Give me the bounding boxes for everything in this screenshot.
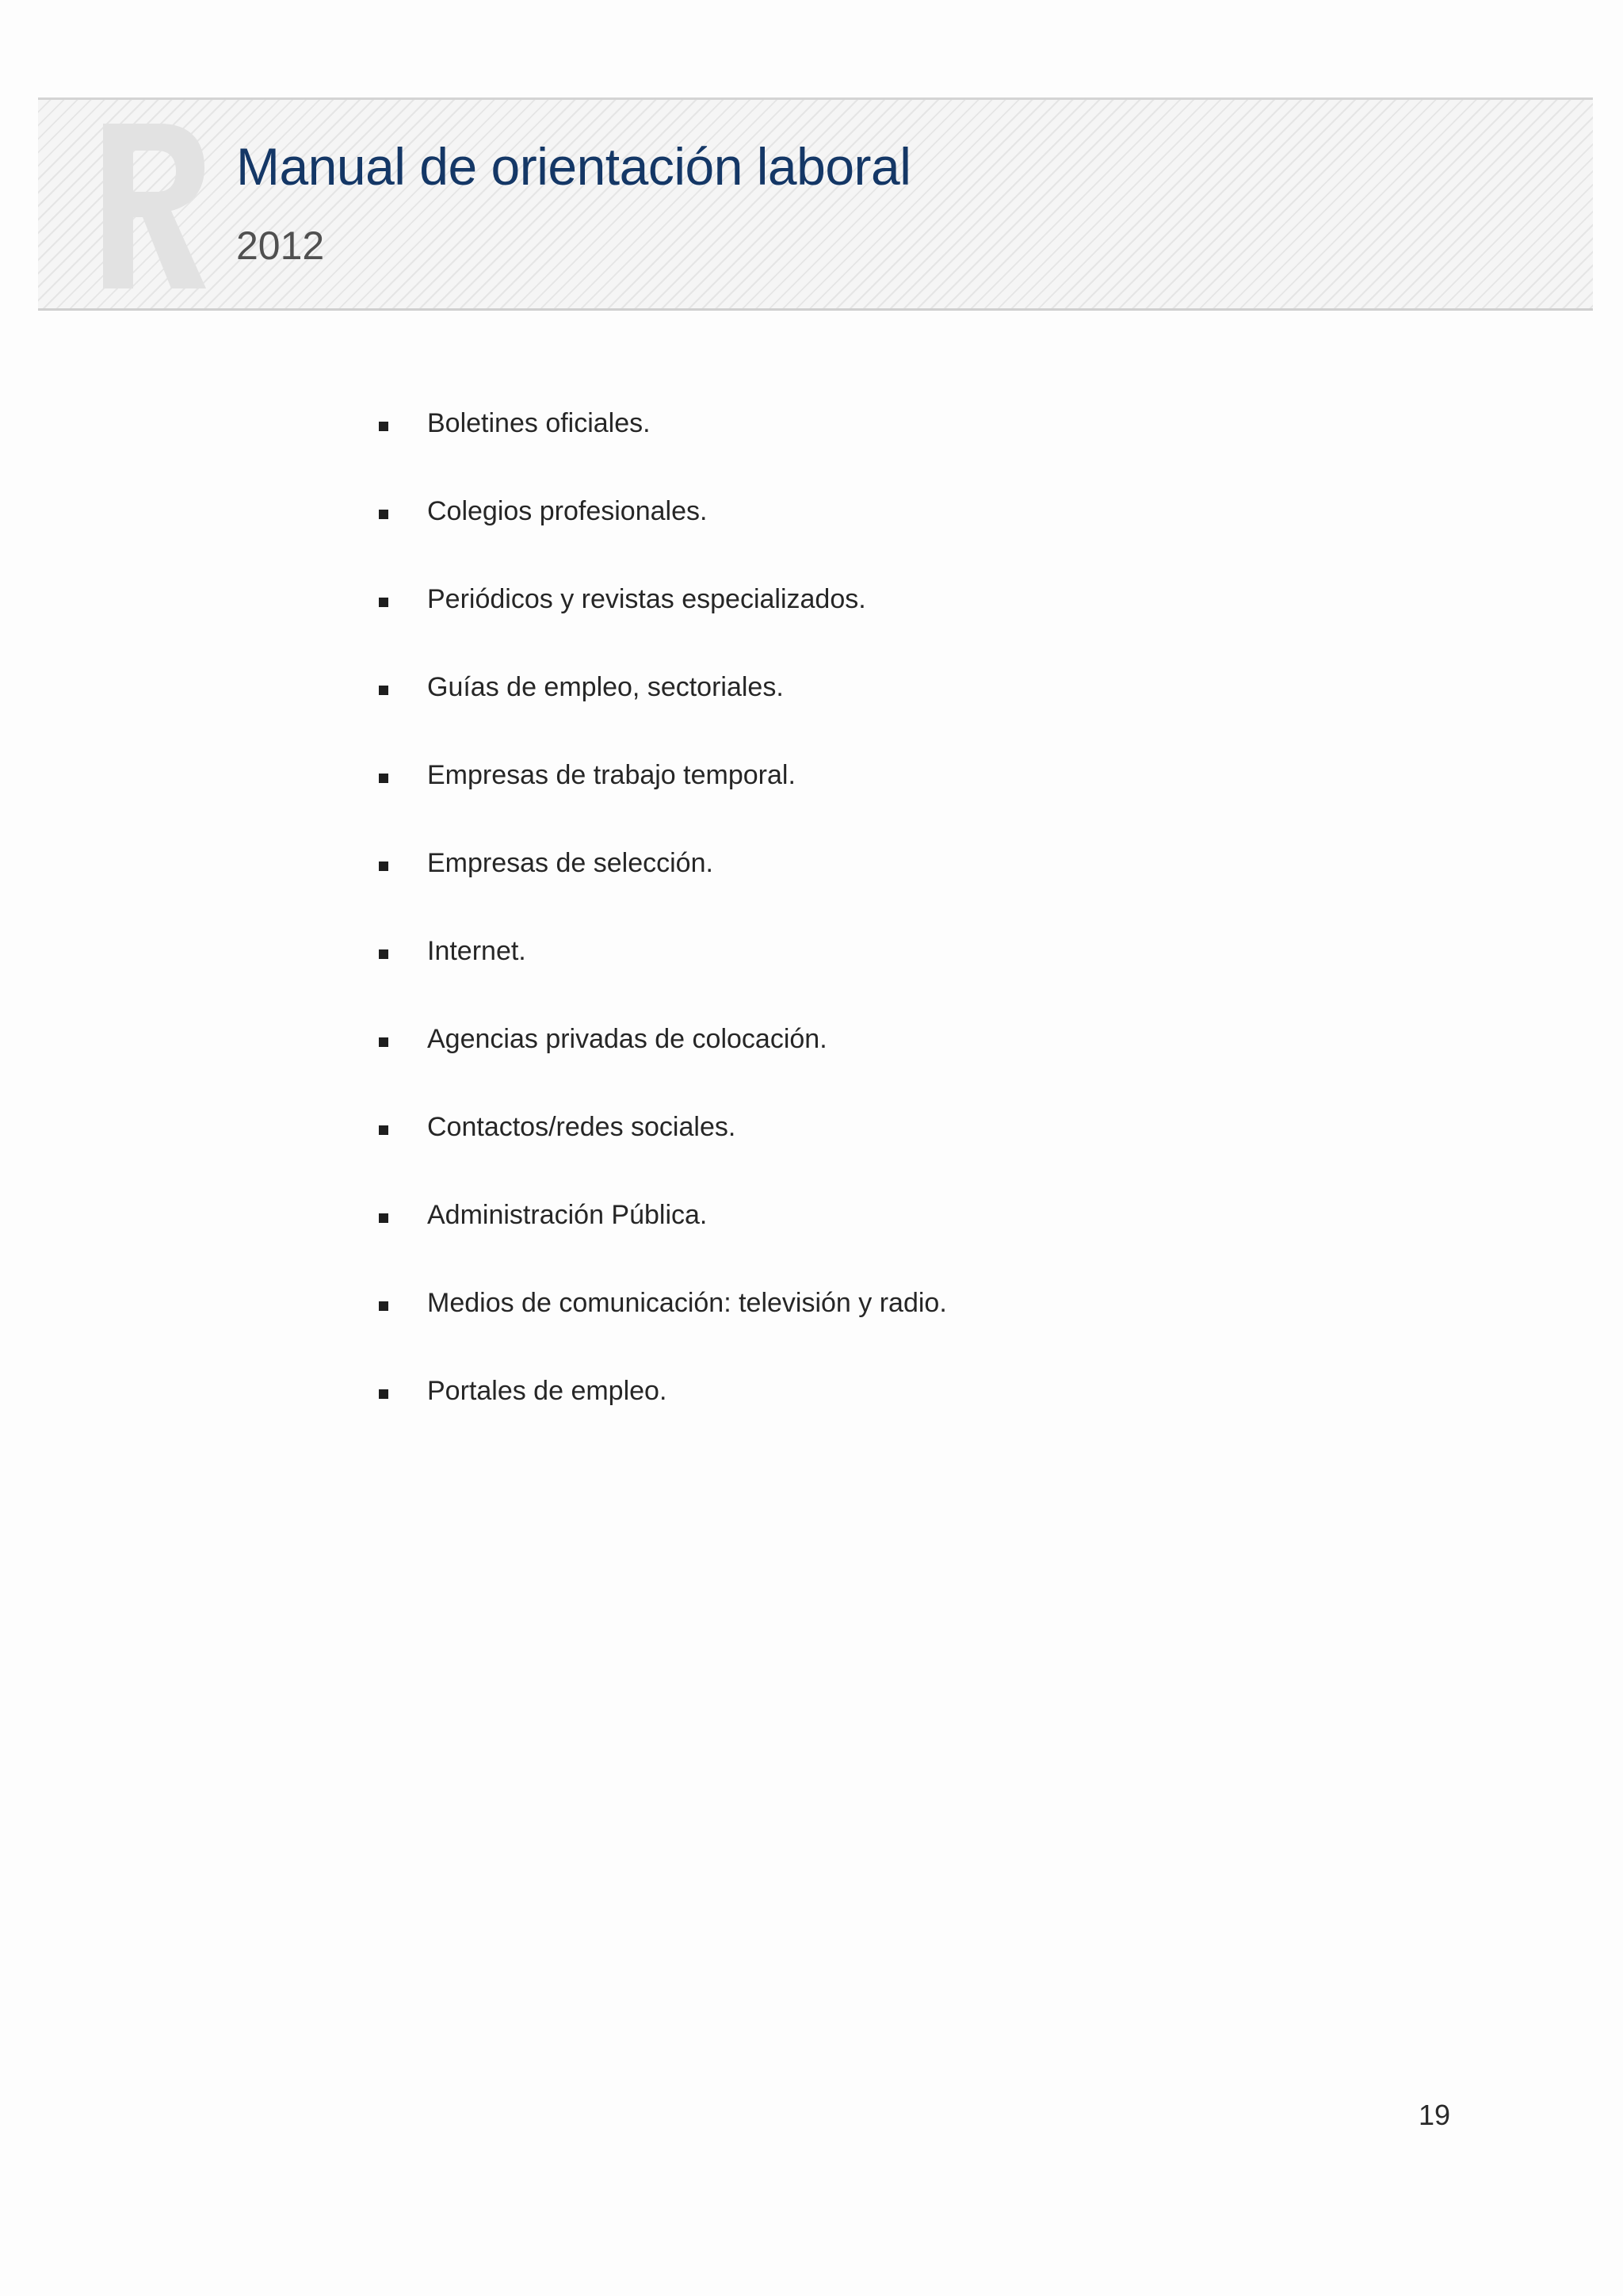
list-item bbox=[379, 1022, 947, 1110]
list-item-text: Periódicos y revistas especializados. bbox=[427, 584, 866, 614]
r-letter-watermark-icon bbox=[98, 119, 209, 293]
job-search-sources-list bbox=[379, 406, 947, 1461]
square-bullet-icon bbox=[379, 1125, 388, 1135]
list-item-text: Boletines oficiales. bbox=[427, 408, 651, 438]
list-item-text: Contactos/redes sociales. bbox=[427, 1112, 736, 1142]
square-bullet-icon bbox=[379, 1301, 388, 1311]
list-item-text: Portales de empleo. bbox=[427, 1376, 667, 1406]
square-bullet-icon bbox=[379, 510, 388, 519]
list-item bbox=[379, 582, 947, 670]
list-item-text: Empresas de trabajo temporal. bbox=[427, 760, 796, 790]
document-year: 2012 bbox=[236, 223, 325, 268]
page-number: 19 bbox=[1419, 2099, 1451, 2131]
list-item bbox=[379, 846, 947, 934]
square-bullet-icon bbox=[379, 949, 388, 959]
list-item-text: Medios de comunicación: televisión y radio. bbox=[427, 1288, 947, 1318]
list-item bbox=[379, 1198, 947, 1286]
list-item bbox=[379, 934, 947, 1022]
square-bullet-icon bbox=[379, 686, 388, 695]
header-band bbox=[38, 97, 1593, 311]
square-bullet-icon bbox=[379, 1213, 388, 1223]
list-item bbox=[379, 1286, 947, 1373]
list-item-text: Administración Pública. bbox=[427, 1200, 708, 1230]
list-item-text: Guías de empleo, sectoriales. bbox=[427, 672, 784, 702]
list-item bbox=[379, 670, 947, 758]
list-item bbox=[379, 494, 947, 582]
square-bullet-icon bbox=[379, 422, 388, 431]
square-bullet-icon bbox=[379, 861, 388, 871]
square-bullet-icon bbox=[379, 1389, 388, 1399]
square-bullet-icon bbox=[379, 598, 388, 607]
list-item bbox=[379, 1110, 947, 1198]
list-item bbox=[379, 406, 947, 494]
list-item-text: Agencias privadas de colocación. bbox=[427, 1024, 827, 1054]
list-item bbox=[379, 758, 947, 846]
list-item-text: Empresas de selección. bbox=[427, 848, 713, 878]
list-item-text: Internet. bbox=[427, 936, 526, 966]
square-bullet-icon bbox=[379, 774, 388, 783]
square-bullet-icon bbox=[379, 1037, 388, 1047]
list-item bbox=[379, 1373, 947, 1461]
list-item-text: Colegios profesionales. bbox=[427, 496, 708, 526]
document-title: Manual de orientación laboral bbox=[236, 137, 911, 196]
